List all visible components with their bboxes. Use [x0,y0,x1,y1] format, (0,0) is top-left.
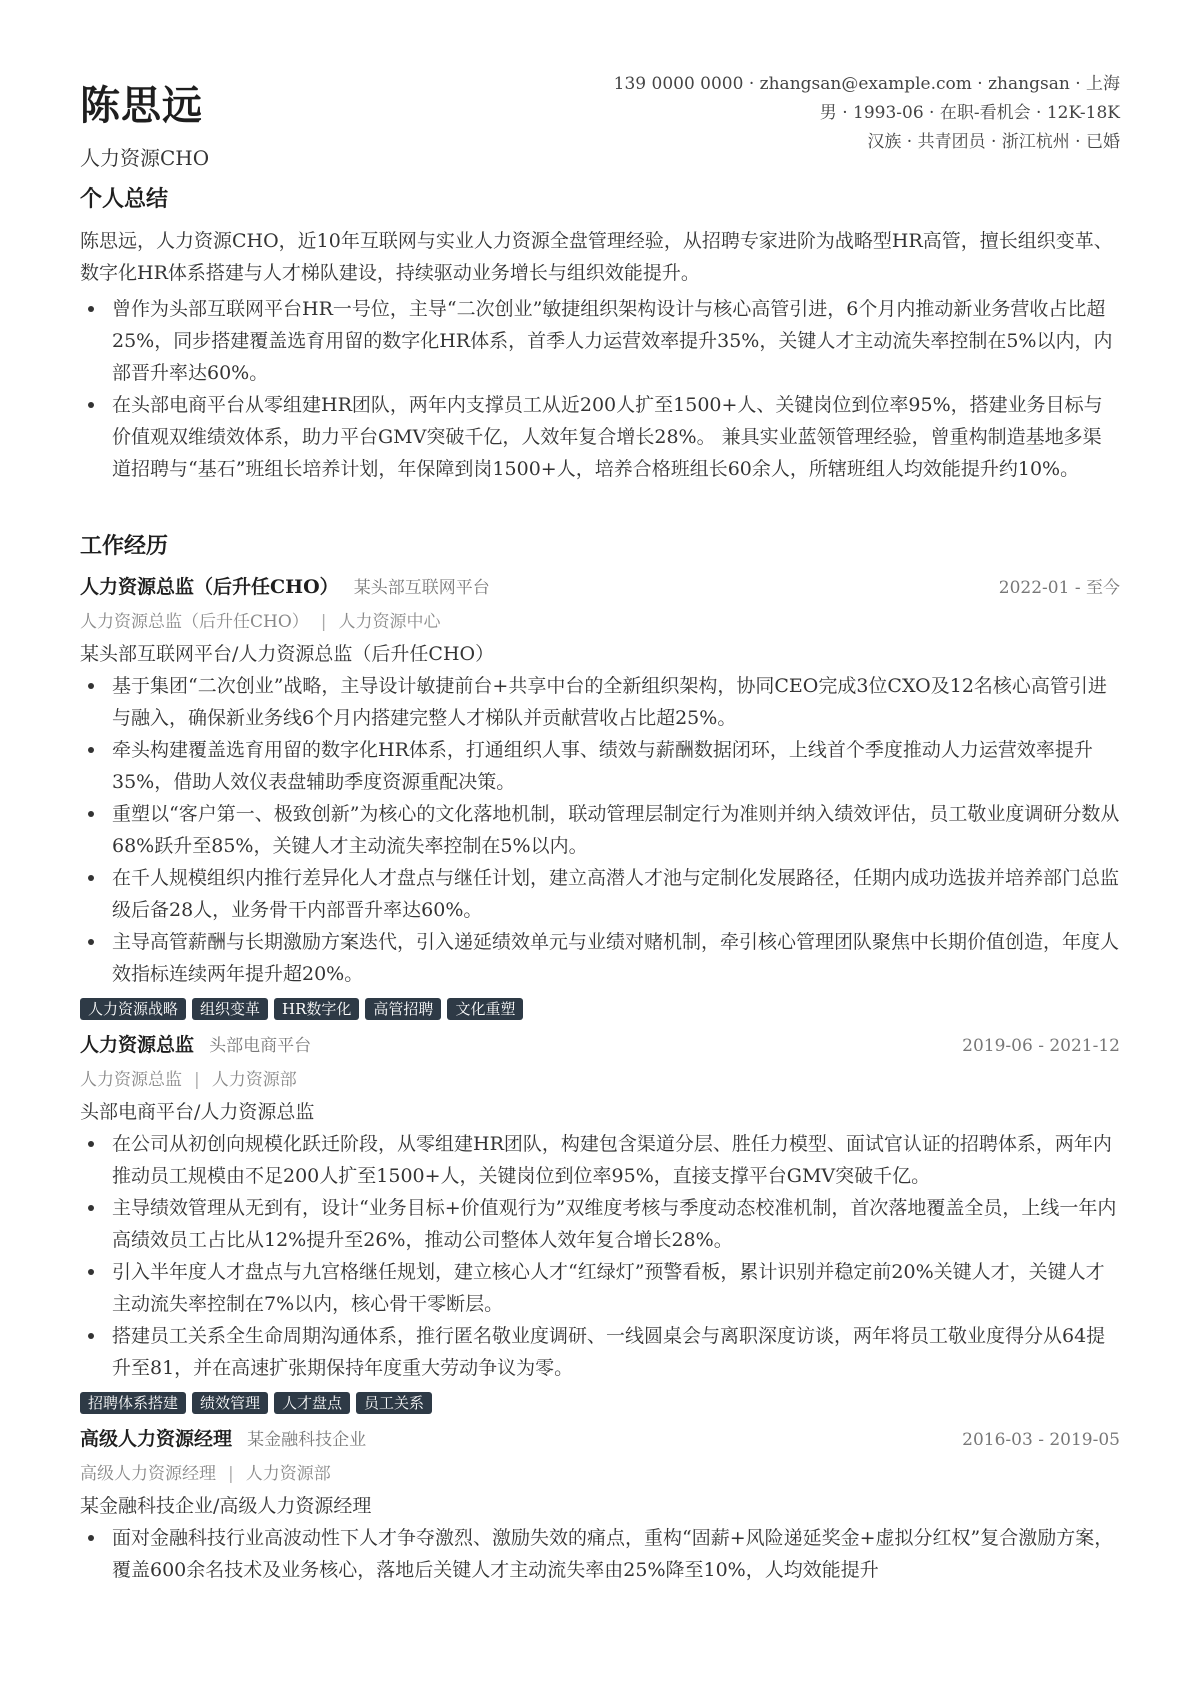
job-position: 人力资源总监（后升任CHO） [80,612,309,632]
contact-info [614,70,1120,157]
job-bullet: 主导绩效管理从无到有，设计“业务目标+价值观行为”双维度考核与季度动态校准机制，首次落地覆盖全员，上线一年内高绩效员工占比从12%提升至26%，推动公司整体人效年复合增长28%。 [80,1192,1120,1256]
job-org-line: 某金融科技企业/高级人力资源经理 [80,1495,372,1517]
job-title: 人力资源总监 [80,1034,195,1056]
job-bullet: 牵头构建覆盖选育用留的数字化HR体系，打通组织人事、绩效与薪酬数据闭环，上线首个季度推动人力运营效率提升35%，借助人效仪表盘辅助季度资源重配决策。 [80,734,1120,798]
skill-tag: HR数字化 [274,998,359,1020]
job-department: 人力资源部 [211,1070,297,1090]
job-entry [80,1424,1120,1586]
job-date: 2019-06 - 2021-12 [962,1036,1120,1056]
job-company: 某金融科技企业 [247,1430,367,1450]
skill-tag: 高管招聘 [365,998,441,1020]
job-bullet: 搭建员工关系全生命周期沟通体系，推行匿名敬业度调研、一线圆桌会与离职深度访谈，两年将员工敬业度得分从64提升至81，并在高速扩张期保持年度重大劳动争议为零。 [80,1320,1120,1384]
job-subline [80,606,1120,638]
job-bullet: 在千人规模组织内推行差异化人才盘点与继任计划，建立高潜人才池与定制化发展路径，任期内成功选拔并培养部门总监级后备28人，业务骨干内部晋升率达60%。 [80,862,1120,926]
contact-line: 男 · 1993-06 · 在职-看机会 · 12K-18K [819,103,1120,123]
skill-tag: 员工关系 [356,1392,432,1414]
job-subline [80,1064,1120,1096]
resume-header [80,0,1120,182]
job-bullet: 基于集团“二次创业”战略，主导设计敏捷前台+共享中台的全新组织架构，协同CEO完成3位CXO及12名核心高管引进与融入，确保新业务线6个月内搭建完整人才梯队并贡献营收占比超25%。 [80,670,1120,734]
job-bullets [80,1522,1120,1586]
skill-tags [80,998,1120,1020]
summary-section [80,182,1120,485]
job-header [80,1424,1120,1458]
work-section [80,529,1120,1586]
job-company: 头部电商平台 [209,1036,312,1056]
skill-tag: 文化重塑 [447,998,523,1020]
job-bullet: 主导高管薪酬与长期激励方案迭代，引入递延绩效单元与业绩对赌机制，牵引核心管理团队聚焦中长期价值创造，年度人效指标连续两年提升超20%。 [80,926,1120,990]
job-org-line: 某头部互联网平台/人力资源总监（后升任CHO） [80,643,495,665]
job-company: 某头部互联网平台 [353,578,490,598]
job-title: 人力资源总监（后升任CHO） [80,576,339,598]
job-department: 人力资源部 [245,1464,331,1484]
job-bullet: 重塑以“客户第一、极致创新”为核心的文化落地机制，联动管理层制定行为准则并纳入绩效评估，员工敬业度调研分数从68%跃升至85%，关键人才主动流失率控制在5%以内。 [80,798,1120,862]
job-title: 高级人力资源经理 [80,1428,233,1450]
skill-tag: 组织变革 [192,998,268,1020]
job-bullet: 引入半年度人才盘点与九宫格继任规划，建立核心人才“红绿灯”预警看板，累计识别并稳定前20%关键人才，关键人才主动流失率控制在7%以内，核心骨干零断层。 [80,1256,1120,1320]
separator: | [228,1464,234,1484]
contact-line: 139 0000 0000 · zhangsan@example.com · zhangsan · 上海 [613,74,1120,94]
job-date: 2016-03 - 2019-05 [962,1430,1120,1450]
separator: | [320,612,327,632]
skill-tags [80,1392,1120,1414]
section-title-summary: 个人总结 [80,186,169,212]
job-position: 人力资源总监 [80,1070,182,1090]
job-subline [80,1458,1120,1490]
job-header [80,1030,1120,1064]
job-header [80,572,1120,606]
summary-bullet: 曾作为头部互联网平台HR一号位，主导“二次创业”敏捷组织架构设计与核心高管引进，6个月内推动新业务营收占比超25%，同步搭建覆盖选育用留的数字化HR体系，首季人力运营效率提升35%，关键人才主动流失率控制在5%以内，内部晋升率达60%。 [80,293,1120,389]
job-department: 人力资源中心 [338,612,441,632]
contact-line: 汉族 · 共青团员 · 浙江杭州 · 已婚 [867,132,1120,152]
skill-tag: 人才盘点 [274,1392,350,1414]
skill-tag: 招聘体系搭建 [80,1392,186,1414]
candidate-role: 人力资源CHO [80,146,210,170]
separator: | [194,1070,200,1090]
skill-tag: 绩效管理 [192,1392,268,1414]
job-bullet: 面对金融科技行业高波动性下人才争夺激烈、激励失效的痛点，重构“固薪+风险递延奖金+虚拟分红权”复合激励方案，覆盖600余名技术及业务核心，落地后关键人才主动流失率由25%降至10%，人均效能提升 [80,1522,1120,1586]
job-position: 高级人力资源经理 [80,1464,216,1484]
job-org-line: 头部电商平台/人力资源总监 [80,1101,315,1123]
section-title-work: 工作经历 [80,533,169,559]
skill-tag: 人力资源战略 [80,998,186,1020]
job-date: 2022-01 - 至今 [998,578,1120,598]
job-bullets [80,670,1120,990]
job-bullets [80,1128,1120,1384]
summary-text: 陈思远，人力资源CHO，近10年互联网与实业人力资源全盘管理经验，从招聘专家进阶为战略型HR高管，擅长组织变革、数字化HR体系搭建与人才梯队建设，持续驱动业务增长与组织效能提升。 [80,230,1113,284]
job-bullet: 在公司从初创向规模化跃迁阶段，从零组建HR团队，构建包含渠道分层、胜任力模型、面试官认证的招聘体系，两年内推动员工规模由不足200人扩至1500+人，关键岗位到位率95%，直接支撑平台GMV突破千亿。 [80,1128,1120,1192]
job-entry [80,572,1120,1020]
summary-bullet: 在头部电商平台从零组建HR团队，两年内支撑员工从近200人扩至1500+人、关键岗位到位率95%，搭建业务目标与价值观双维绩效体系，助力平台GMV突破千亿，人效年复合增长28%。 兼具实业蓝领管理经验，曾重构制造基地多渠道招聘与“基石”班组长培养计划，年保障到岗1500+人，培养合格班组长60余人，所辖班组人均效能提升约10%。 [80,389,1120,485]
candidate-name: 陈思远 [80,82,203,129]
summary-bullets [80,293,1120,485]
job-entry [80,1030,1120,1414]
